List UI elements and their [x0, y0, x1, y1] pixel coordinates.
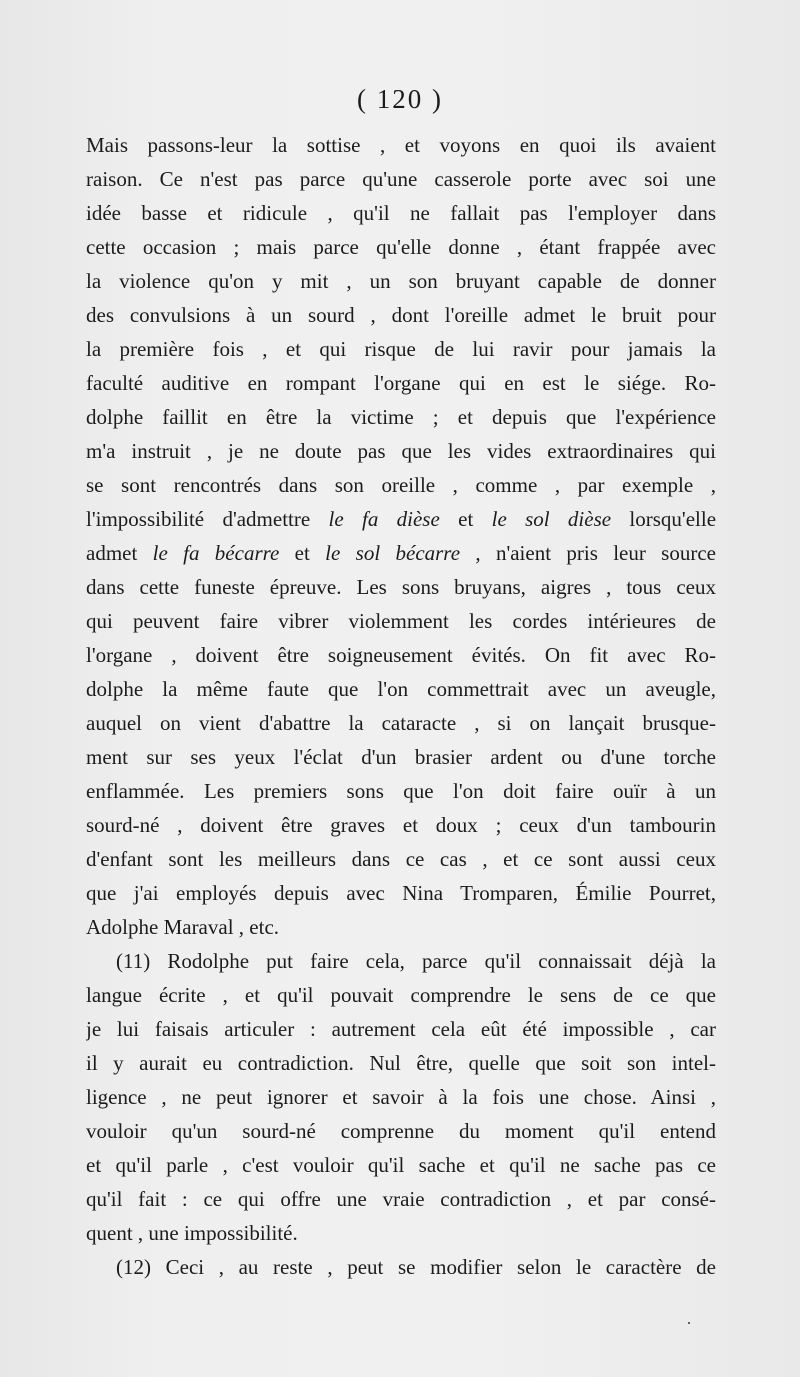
text-line: d'enfant sont les meilleurs dans ce cas , et ce sont aussi ceux: [86, 847, 716, 871]
text-line: langue écrite , et qu'il pouvait comprendre le sens de ce que: [86, 983, 716, 1007]
footnote-11-line: (11) Rodolphe put faire cela, parce qu'il connaissait déjà la: [116, 949, 716, 973]
text-line: et qu'il parle , c'est vouloir qu'il sache et qu'il ne sache pas ce: [86, 1153, 716, 1177]
footnote-12-line: (12) Ceci , au reste , peut se modifier selon le caractère de: [116, 1255, 716, 1279]
text-line-with-italics: [86, 536, 716, 570]
text-line: il y aurait eu contradiction. Nul être, quelle que soit son intel-: [86, 1051, 716, 1075]
text-line: m'a instruit , je ne doute pas que les vides extraordinaires qui: [86, 439, 716, 463]
page-number: ( 120 ): [357, 84, 443, 114]
italic-note-name: le sol dièse: [491, 507, 612, 531]
text-line: faculté auditive en rompant l'organe qui en est le siége. Ro-: [86, 371, 716, 395]
text-line-with-italics: [86, 502, 716, 536]
italic-note-name: le fa bécarre: [152, 541, 280, 565]
text-line: sourd-né , doivent être graves et doux ; ceux d'un tambourin: [86, 813, 716, 837]
text-line: dans cette funeste épreuve. Les sons bruyans, aigres , tous ceux: [86, 575, 716, 599]
text-line: auquel on vient d'abattre la cataracte , si on lançait brusque-: [86, 711, 716, 735]
text-line: des convulsions à un sourd , dont l'oreille admet le bruit pour: [86, 303, 716, 327]
text-segment: l'impossibilité d'admettre: [86, 507, 329, 531]
text-line: qui peuvent faire vibrer violemment les cordes intérieures de: [86, 609, 716, 633]
text-line: Adolphe Maraval , etc.: [86, 915, 280, 939]
text-segment: et: [279, 541, 326, 565]
text-line: vouloir qu'un sourd-né comprenne du moment qu'il entend: [86, 1119, 716, 1143]
text-segment: et: [439, 507, 492, 531]
text-segment: admet: [86, 541, 153, 565]
text-line: enflammée. Les premiers sons que l'on doit faire ouïr à un: [86, 779, 716, 803]
text-segment: , n'aient pris leur source: [460, 541, 716, 565]
text-line: ligence , ne peut ignorer et savoir à la fois une chose. Ainsi ,: [86, 1085, 716, 1109]
text-line: qu'il fait : ce qui offre une vraie contradiction , et par consé-: [86, 1187, 716, 1211]
text-line: dolphe faillit en être la victime ; et depuis que l'expérience: [86, 405, 716, 429]
italic-note-name: le fa dièse: [328, 507, 440, 531]
text-line: que j'ai employés depuis avec Nina Tromparen, Émilie Pourret,: [86, 881, 716, 905]
text-line: la première fois , et qui risque de lui ravir pour jamais la: [86, 337, 716, 361]
ink-speck: [688, 1322, 690, 1324]
body-text: [86, 128, 716, 1284]
text-line: cette occasion ; mais parce qu'elle donne , étant frappée avec: [86, 235, 716, 259]
text-line: ment sur ses yeux l'éclat d'un brasier ardent ou d'une torche: [86, 745, 716, 769]
text-line: dolphe la même faute que l'on commettrait avec un aveugle,: [86, 677, 716, 701]
text-line: se sont rencontrés dans son oreille , comme , par exemple ,: [86, 473, 716, 497]
text-line: je lui faisais articuler : autrement cela eût été impossible , car: [86, 1017, 716, 1041]
text-line: quent , une impossibilité.: [86, 1221, 298, 1245]
text-line: l'organe , doivent être soigneusement évités. On fit avec Ro-: [86, 643, 716, 667]
italic-note-name: le sol bécarre: [325, 541, 461, 565]
text-line: idée basse et ridicule , qu'il ne fallait pas l'employer dans: [86, 201, 716, 225]
text-line: Mais passons-leur la sottise , et voyons en quoi ils avaient: [86, 133, 716, 157]
text-line: raison. Ce n'est pas parce qu'une casserole porte avec soi une: [86, 167, 716, 191]
text-line: la violence qu'on y mit , un son bruyant capable de donner: [86, 269, 716, 293]
text-segment: lorsqu'elle: [611, 507, 716, 531]
